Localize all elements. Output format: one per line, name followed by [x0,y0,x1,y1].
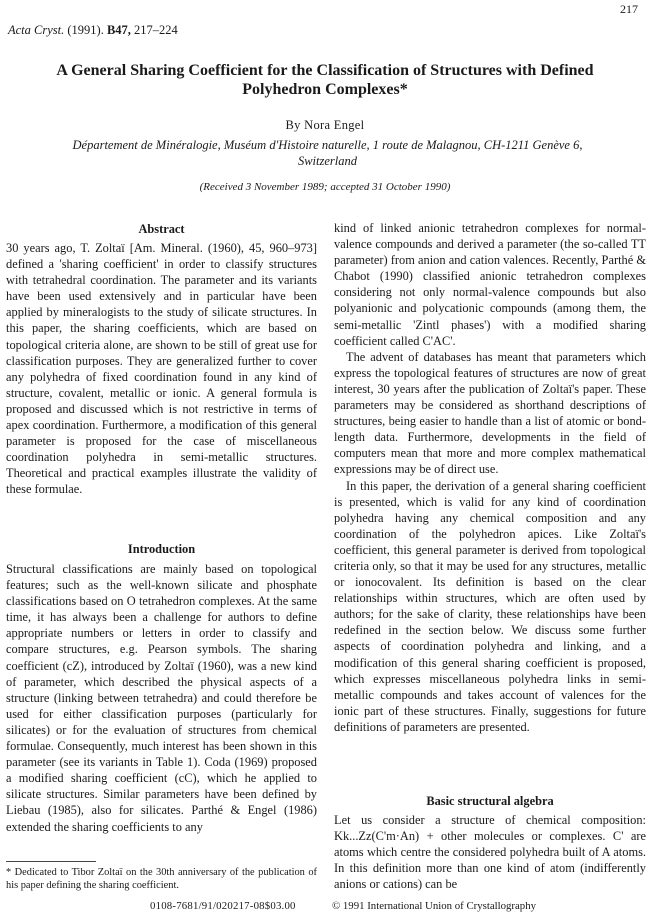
affiliation: Département de Minéralogie, Muséum d'Histoire naturelle, 1 route de Malagnou, CH-1211 Genève 6, Switzerland [72,138,583,168]
basic-algebra-section [334,812,646,892]
footnote-rule [6,861,96,862]
received-dates: (Received 3 November 1989; accepted 31 October 1990) [199,181,451,193]
abstract-text: 30 years ago, T. Zoltaï [Am. Mineral. (1960), 45, 960–973] defined a 'sharing coefficient' in order to classify structures with tetrahedral coordination. The parameter and its variants have been used extensively and in particular have been applied by mineralogists to the study of silicate structures. In this paper, the sharing coefficients, which are based on topological criteria alone, are shown to be still of great use for classification purposes. They are generalized further to cover any polyhedra of fixed coordination found in any kind of structure, covalent, metallic or ionic. A general formula is proposed and discussed which is not restrictive in terms of apex coordination. Furthermore, a modification of this general parameter is proposed for the case of miscellaneous coordination polyhedra in semi-metallic structures. Theoretical and practical examples illustrate the validity of these formulae. [6,241,317,497]
journal-citation [8,23,178,38]
citation-journal: Acta Cryst. [8,23,65,37]
introduction-left [6,561,317,835]
footer-code: 0108-7681/91/020217-08$03.00 [150,900,296,912]
citation-volume: B47, [106,23,131,37]
citation-pages: 217–224 [134,23,178,37]
introduction-paragraph-3: In this paper, the derivation of a general sharing coefficient is presented, which is valid for any kind of coordination polyhedra having any chemical composition and any coordination of the polyhedron apices. Like Zoltaï's coefficient, this general parameter is derived from topological criteria only, so that it may be used for any structures, metallic or ionocovalent. Its definition is based on the clear relationships within structures, which are often used by authors; for the sake of clarity, these relationships have been redefined in the section below. We discuss some further aspects of coordination polyhedra and linking, and a modification of this general sharing coefficient is proposed, which expresses miscellaneous polyhedra links in semi-metallic compounds and takes account of valences for the ionic part of these structures. Finally, suggestions for future definitions of parameters are presented. [334,478,646,734]
abstract-section [6,240,317,498]
basic-algebra-text: Let us consider a structure of chemical composition: Kk...Zz(C'm·An) + other molecules or complexes. C' are atoms which centre the considered polyhedra built of A atoms. In this definition more than one kind of atom (indifferently anions or cations) can be [334,813,646,892]
abstract-heading: Abstract [138,222,185,236]
introduction-paragraph-1: Structural classifications are mainly based on topological features; such as the well-known silicate and phosphate classifications based on O tetrahedron complexes. At the same time, it has always been a challenge for authors to define appropriate numbers or letters in order to classify and compare structures, e.g. Pearson symbols. The sharing coefficient (cZ), introduced by Zoltaï (1960), was a new kind of parameter, which described the physical aspects of a structure (linking between tetrahedra) and could therefore be used for either classification purposes (particularly for silicates) or for the evaluation of structures from chemical formulae. Consequently, much interest has been shown in this parameter (see its variants in Table 1). Coda (1969) proposed a modified sharing coefficient (cC), which he applied to silicate structures. Similar parameters have been defined by Liebau (1985), also for silicates. Parthé & Engel (1986) extended the sharing coefficients to any [6,562,317,834]
footnote: * Dedicated to Tibor Zoltaï on the 30th anniversary of the publication of his paper defining the sharing coefficient. [6,867,317,891]
paper-title: A General Sharing Coefficient for the Classification of Structures with Defined Polyhedron Complexes* [56,62,594,98]
page-number: 217 [620,2,638,16]
basic-algebra-heading-block [334,793,646,809]
citation-year: (1991). [67,23,104,37]
abstract-heading-block [6,221,317,237]
introduction-heading: Introduction [127,542,196,556]
basic-algebra-heading: Basic structural algebra [426,794,554,808]
introduction-paragraph-2: The advent of databases has meant that parameters which express the topological features of structures are now of great interest, 30 years after the publication of Zoltaï's paper. These parameters may be considered as shorthand descriptions of structures, being easier to handle than a list of atomic or bond-length data. Furthermore, developments in the field of computers mean that more and more complex mathematical expressions may be of direct use. [334,349,646,477]
introduction-heading-block [6,541,317,557]
footer-copyright: © 1991 International Union of Crystallography [332,900,537,912]
introduction-continuation: kind of linked anionic tetrahedron complexes for normal-valence compounds and derived a parameter (the so-called TT parameter) from anion and cation valences. Recently, Parthé & Chabot (1990) classified anionic tetrahedron complexes considering not only normal-valence compounds but also polyanionic and polycationic compounds (among them, the semi-metallic 'Zintl phases') with a modified sharing coefficient called C'AC'. [334,221,646,348]
author-line: By Nora Engel [285,118,365,132]
introduction-right [334,220,646,735]
